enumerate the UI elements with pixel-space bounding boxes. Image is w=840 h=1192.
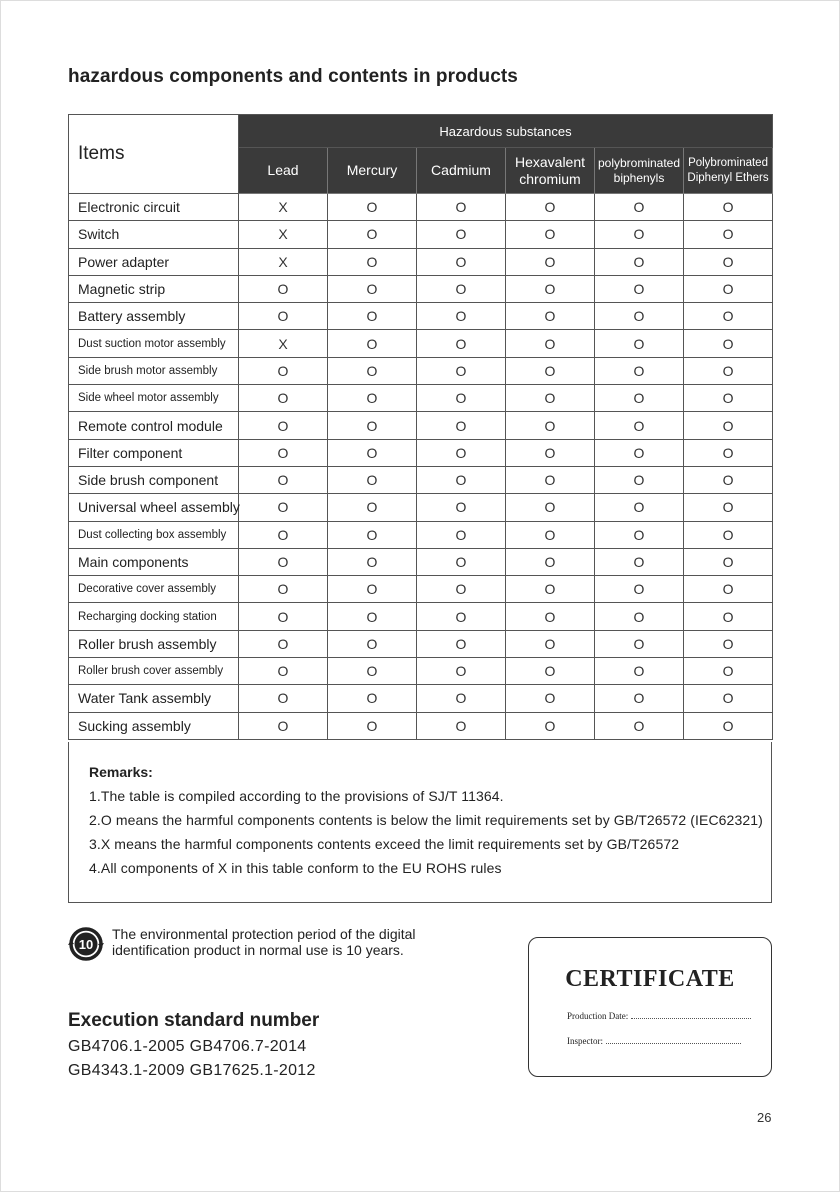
substance-mark: O [684, 685, 773, 712]
substance-mark: O [506, 194, 595, 221]
substance-mark: O [595, 685, 684, 712]
table-row [69, 603, 773, 630]
items-header: Items [69, 115, 239, 194]
remark-line: 1.The table is compiled according to the provisions of SJ/T 11364. [89, 788, 504, 804]
substance-mark: O [684, 221, 773, 248]
substance-mark: O [417, 466, 506, 493]
item-name: Battery assembly [69, 303, 239, 330]
substance-mark: O [328, 521, 417, 548]
substance-mark: O [684, 494, 773, 521]
substance-mark: O [417, 603, 506, 630]
table-row [69, 548, 773, 575]
substance-mark: O [328, 439, 417, 466]
substance-mark: O [506, 221, 595, 248]
substance-mark: O [328, 603, 417, 630]
item-name: Decorative cover assembly [69, 576, 239, 603]
substance-mark: O [506, 576, 595, 603]
table-row [69, 712, 773, 739]
substance-mark: O [239, 576, 328, 603]
substance-mark: O [506, 412, 595, 439]
table-row [69, 275, 773, 302]
environment-note [68, 926, 452, 962]
table-row [69, 630, 773, 657]
substance-mark: O [595, 194, 684, 221]
item-name: Side brush motor assembly [69, 357, 239, 384]
dotted-line [606, 1043, 741, 1044]
substance-mark: O [595, 221, 684, 248]
substance-mark: O [239, 439, 328, 466]
substance-mark: O [595, 712, 684, 739]
substance-mark: O [684, 248, 773, 275]
substance-mark: O [328, 303, 417, 330]
remark-line: 3.X means the harmful components contents exceed the limit requirements set by GB/T26572 [89, 836, 680, 852]
substance-mark: O [684, 385, 773, 412]
substance-mark: O [328, 466, 417, 493]
substance-mark: O [239, 521, 328, 548]
substance-mark: O [417, 712, 506, 739]
table-row [69, 494, 773, 521]
item-name: Electronic circuit [69, 194, 239, 221]
substance-mark: O [417, 330, 506, 357]
substance-mark: X [239, 221, 328, 248]
item-name: Side brush component [69, 466, 239, 493]
substance-mark: O [417, 303, 506, 330]
table-row [69, 521, 773, 548]
table-row [69, 221, 773, 248]
table-row [69, 248, 773, 275]
item-name: Remote control module [69, 412, 239, 439]
recycle-10-label: 10 [78, 937, 94, 952]
item-name: Dust suction motor assembly [69, 330, 239, 357]
remarks-title: Remarks: [89, 764, 153, 780]
substance-mark: O [684, 439, 773, 466]
column-header: Mercury [328, 148, 417, 194]
substance-mark: O [506, 494, 595, 521]
production-date-label: Production Date: [567, 1011, 629, 1021]
substance-mark: O [684, 412, 773, 439]
column-header: Hexavalent chromium [506, 148, 595, 194]
remark-line: 4.All components of X in this table conform to the EU ROHS rules [89, 860, 502, 876]
substance-mark: O [239, 357, 328, 384]
substance-mark: O [328, 275, 417, 302]
substance-mark: O [595, 439, 684, 466]
table-row [69, 412, 773, 439]
substance-mark: O [506, 630, 595, 657]
substance-mark: O [506, 275, 595, 302]
table-row [69, 385, 773, 412]
column-header: polybrominated biphenyls [595, 148, 684, 194]
substance-mark: O [595, 357, 684, 384]
substance-mark: O [239, 466, 328, 493]
certificate-title: CERTIFICATE [565, 966, 735, 992]
substance-mark: O [684, 330, 773, 357]
substance-mark: O [417, 439, 506, 466]
substance-mark: O [595, 603, 684, 630]
substance-mark: O [328, 658, 417, 685]
substance-mark: O [239, 494, 328, 521]
substance-mark: O [595, 658, 684, 685]
certificate-box [528, 937, 772, 1077]
substance-mark: O [239, 712, 328, 739]
table-row [69, 576, 773, 603]
substance-mark: O [595, 576, 684, 603]
substance-mark: O [684, 194, 773, 221]
substance-mark: O [684, 521, 773, 548]
item-name: Roller brush assembly [69, 630, 239, 657]
item-name: Filter component [69, 439, 239, 466]
remarks-box [68, 742, 772, 903]
item-name: Main components [69, 548, 239, 575]
substance-mark: O [595, 466, 684, 493]
substance-mark: O [684, 466, 773, 493]
substance-mark: O [506, 603, 595, 630]
item-name: Dust collecting box assembly [69, 521, 239, 548]
substance-mark: O [328, 330, 417, 357]
substance-mark: O [506, 466, 595, 493]
substance-mark: O [506, 357, 595, 384]
substance-mark: O [328, 248, 417, 275]
substance-mark: O [595, 521, 684, 548]
table-row [69, 439, 773, 466]
substance-mark: O [595, 494, 684, 521]
page-title: hazardous components and contents in products [68, 66, 518, 87]
substance-mark: O [684, 357, 773, 384]
substance-mark: O [417, 412, 506, 439]
substance-mark: O [239, 685, 328, 712]
substance-mark: O [239, 385, 328, 412]
substance-mark: O [595, 330, 684, 357]
substance-mark: O [328, 494, 417, 521]
substance-mark: O [506, 330, 595, 357]
recycle-10-icon [68, 926, 104, 962]
substance-mark: O [417, 658, 506, 685]
substance-mark: O [239, 303, 328, 330]
substance-mark: O [417, 521, 506, 548]
substance-mark: O [684, 712, 773, 739]
substance-mark: O [684, 303, 773, 330]
substance-mark: O [417, 275, 506, 302]
dotted-line [631, 1018, 751, 1019]
substance-mark: O [328, 194, 417, 221]
substance-mark: O [506, 712, 595, 739]
substance-mark: X [239, 248, 328, 275]
item-name: Water Tank assembly [69, 685, 239, 712]
substance-mark: O [506, 385, 595, 412]
substance-mark: O [417, 494, 506, 521]
substance-mark: O [595, 275, 684, 302]
substance-mark: O [328, 412, 417, 439]
table-row [69, 357, 773, 384]
substance-mark: O [239, 412, 328, 439]
substance-mark: O [684, 275, 773, 302]
substance-mark: O [239, 275, 328, 302]
substance-mark: O [684, 658, 773, 685]
substance-mark: O [328, 548, 417, 575]
substance-mark: O [595, 303, 684, 330]
item-name: Sucking assembly [69, 712, 239, 739]
substance-mark: O [417, 357, 506, 384]
substance-mark: O [328, 357, 417, 384]
substance-mark: O [595, 548, 684, 575]
item-name: Roller brush cover assembly [69, 658, 239, 685]
substance-mark: O [506, 658, 595, 685]
production-date-line [567, 1011, 751, 1021]
substance-mark: O [506, 439, 595, 466]
substance-mark: O [417, 576, 506, 603]
standard-line: GB4706.1-2005 GB4706.7-2014 [68, 1038, 307, 1055]
substance-mark: O [328, 712, 417, 739]
item-name: Switch [69, 221, 239, 248]
substance-mark: O [506, 685, 595, 712]
substance-mark: O [417, 385, 506, 412]
substance-mark: O [684, 548, 773, 575]
substance-mark: O [417, 685, 506, 712]
inspector-label: Inspector: [567, 1036, 603, 1046]
remark-line: 2.O means the harmful components contents is below the limit requirements set by GB/T26572 (IEC62321) [89, 812, 763, 828]
substance-mark: O [239, 603, 328, 630]
item-name: Universal wheel assembly [69, 494, 239, 521]
substance-mark: O [328, 576, 417, 603]
substance-mark: O [684, 576, 773, 603]
hazardous-substances-header: Hazardous substances [239, 115, 773, 148]
substance-mark: O [506, 248, 595, 275]
execution-title: Execution standard number [68, 1010, 320, 1031]
substance-mark: O [506, 548, 595, 575]
environment-text: The environmental protection period of the digital identification product in normal use is 10 years. [112, 926, 416, 958]
substance-mark: O [417, 221, 506, 248]
substance-mark: O [328, 385, 417, 412]
page-number: 26 [757, 1110, 772, 1125]
table-row [69, 685, 773, 712]
column-header: Polybrominated Diphenyl Ethers [684, 148, 773, 194]
substance-mark: O [417, 548, 506, 575]
substance-mark: O [328, 685, 417, 712]
substance-mark: O [417, 630, 506, 657]
item-name: Magnetic strip [69, 275, 239, 302]
substance-mark: O [328, 221, 417, 248]
column-header: Lead [239, 148, 328, 194]
item-name: Side wheel motor assembly [69, 385, 239, 412]
substance-mark: O [239, 548, 328, 575]
substance-mark: O [595, 248, 684, 275]
table-row [69, 303, 773, 330]
substance-mark: O [595, 412, 684, 439]
substance-mark: X [239, 330, 328, 357]
substance-mark: O [239, 658, 328, 685]
table-row [69, 194, 773, 221]
table-row [69, 330, 773, 357]
substance-mark: O [417, 194, 506, 221]
substance-mark: O [595, 630, 684, 657]
inspector-line [567, 1036, 741, 1046]
substance-mark: O [595, 385, 684, 412]
column-header: Cadmium [417, 148, 506, 194]
hazard-table [68, 114, 773, 740]
table-row [69, 466, 773, 493]
substance-mark: O [506, 521, 595, 548]
substance-mark: O [328, 630, 417, 657]
item-name: Recharging docking station [69, 603, 239, 630]
substance-mark: O [506, 303, 595, 330]
item-name: Power adapter [69, 248, 239, 275]
table-row [69, 658, 773, 685]
substance-mark: O [239, 630, 328, 657]
substance-mark: X [239, 194, 328, 221]
substance-mark: O [684, 630, 773, 657]
standard-line: GB4343.1-2009 GB17625.1-2012 [68, 1062, 316, 1079]
substance-mark: O [417, 248, 506, 275]
substance-mark: O [684, 603, 773, 630]
